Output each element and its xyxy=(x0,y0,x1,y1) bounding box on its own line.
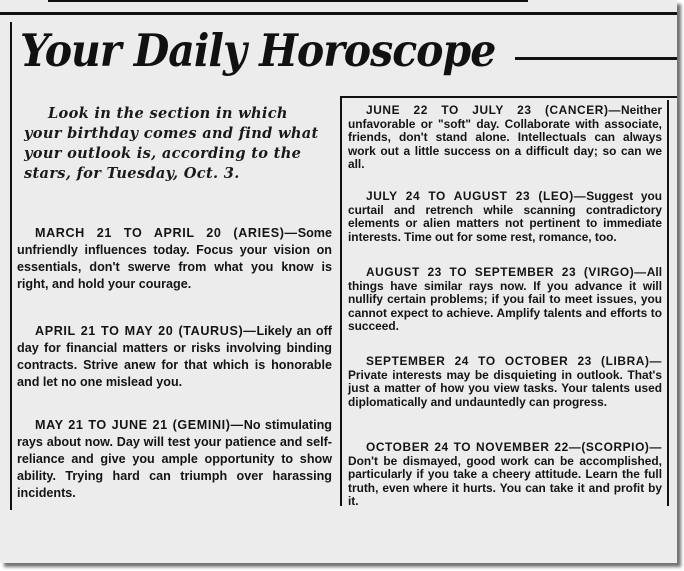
entry-text: Suggest you curtail and retrench while scanning contradictory elements or alien matters not pertinent to immediate interests. Time out for some rest, romance, too. xyxy=(348,189,662,244)
horoscope-entry-libra xyxy=(348,355,662,409)
right-box-top-rule xyxy=(340,96,677,98)
entry-text: Private interests may be disquieting in outlook. That's just a matter of how you view tasks. Your talents used diplomatically and undauntedly can progress. xyxy=(348,367,662,409)
entry-text: Don't be dismayed, good work can be accomplished, particularly if you take a cheery attitude. Learn the full truth, even where it hurts. You can take it and profit by it. xyxy=(348,453,662,508)
intro-text: Look in the section in which your birthday comes and find what your outlook is, according to the stars, for Tuesday, Oct. 3. xyxy=(24,105,319,182)
horoscope-entry-taurus xyxy=(17,323,332,391)
intro-paragraph xyxy=(24,104,324,184)
column-divider-rule xyxy=(340,96,342,506)
entry-text: Neither unfavorable or "soft" day. Collaborate with associate, friends, don't stand alone. Intellectuals can always work out a little success on a difficult day; so can we all. xyxy=(348,103,662,171)
entry-text: All things have similar rays now. If you advance it will nullify certain problems; if you fail to meet issues, you cannot expect to achieve. Amplify talents and efforts to succeed. xyxy=(348,265,662,333)
entry-heading: MAY 21 TO JUNE 21 (GEMINI)— xyxy=(35,418,244,432)
right-box-side-rule xyxy=(667,100,669,506)
entry-heading: MARCH 21 TO APRIL 20 (ARIES)— xyxy=(35,226,298,240)
entry-heading: APRIL 21 TO MAY 20 (TAURUS)— xyxy=(35,324,257,338)
page-title: Your Daily Horoscope xyxy=(20,24,496,77)
horoscope-entry-virgo xyxy=(348,266,662,334)
horoscope-entry-aries xyxy=(17,225,332,293)
entry-heading: AUGUST 23 TO SEPTEMBER 23 (VIRGO)— xyxy=(366,265,647,279)
top-fragment-rule xyxy=(48,0,528,2)
entry-text: Some unfriendly influences today. Focus your vision on essentials, don't swerve from what you know is right, and hold your courage. xyxy=(17,226,332,291)
horoscope-entry-leo xyxy=(348,190,662,244)
top-border-rule xyxy=(0,12,677,15)
horoscope-entry-scorpio xyxy=(348,441,662,509)
entry-text: Likely an off day for financial matters or risks involving binding contracts. Strive anew for that which is honorable and let no one mislead you. xyxy=(17,324,332,389)
entry-heading: JUNE 22 TO JULY 23 (CANCER)— xyxy=(366,103,622,117)
entry-heading: JULY 24 TO AUGUST 23 (LEO)— xyxy=(366,189,587,203)
horoscope-entry-gemini xyxy=(17,417,332,502)
left-frame-rule xyxy=(10,22,12,510)
entry-heading: OCTOBER 24 TO NOVEMBER 22—(SCORPIO)— xyxy=(366,440,662,454)
entry-heading: SEPTEMBER 24 TO OCTOBER 23 (LIBRA)— xyxy=(366,354,662,368)
title-trailing-rule xyxy=(515,57,677,60)
horoscope-entry-cancer xyxy=(348,104,662,172)
entry-text: No stimulating rays about now. Day will test your patience and self-reliance and give you ample opportunity to show ability. Trying hard can triumph over harassing incidents. xyxy=(17,418,332,500)
